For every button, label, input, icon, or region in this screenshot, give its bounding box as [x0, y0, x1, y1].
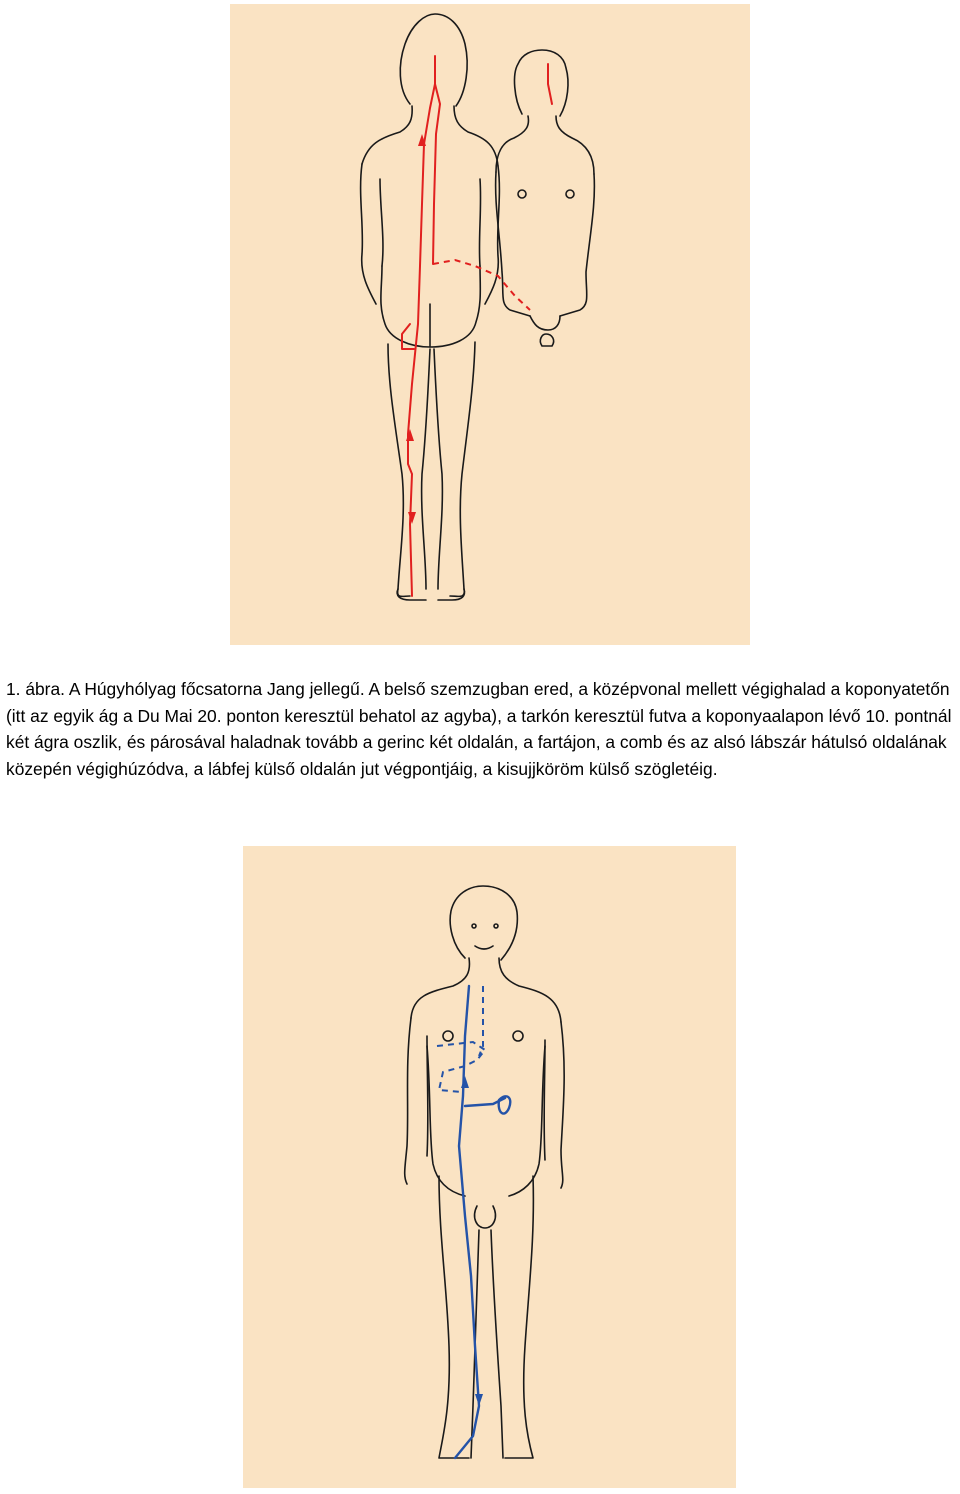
back-view-body: [361, 14, 500, 600]
red-meridian-path: [402, 56, 552, 596]
blue-meridian-illustration: [243, 846, 736, 1488]
figure-caption: 1. ábra. A Húgyhólyag főcsatorna Jang jellegű. A belső szemzugban ered, a középvonal mellett végighalad a koponyatetőn (itt az egyik ág a Du Mai 20. ponton keresztül behatol az agyba), a tarkón keresztül futva a koponyaalapon lévő 10. pontnál két ágra oszlik, és párosával haladnak tovább a gerinc két oldalán, a fartájon, a comb és az alsó lábszár hátulsó oldalának közepén végighúzódva, a lábfej külső oldalán jut végpontjáig, a kisujjköröm külső szögletéig.: [6, 679, 952, 779]
bladder-meridian-illustration: [230, 4, 750, 645]
blue-meridian-figure: [243, 846, 736, 1488]
front-view-full-body: [405, 886, 564, 1458]
bladder-meridian-figure: [230, 4, 750, 645]
front-view-body: [496, 50, 595, 346]
